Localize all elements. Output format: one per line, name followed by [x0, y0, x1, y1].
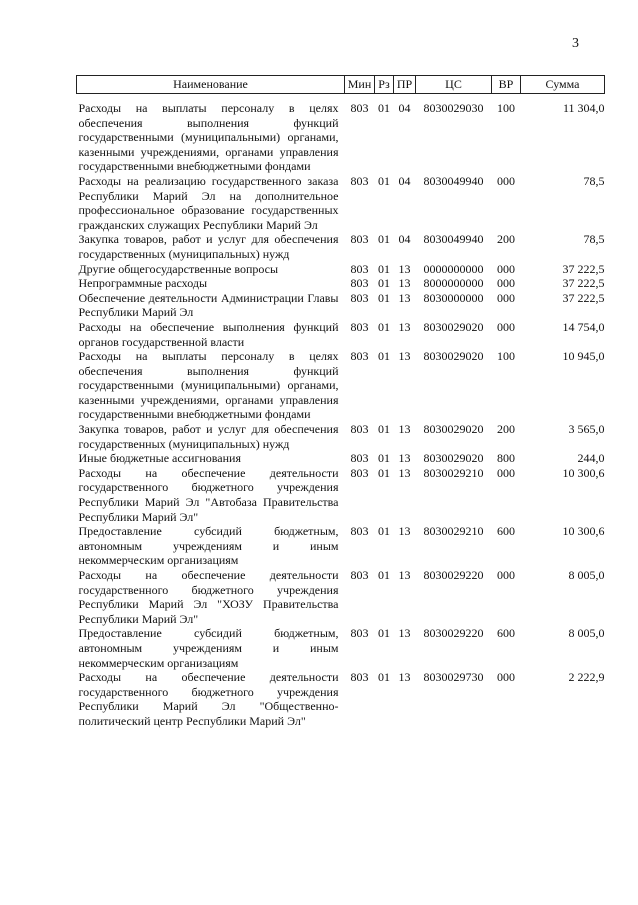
cell-cs: 8030049940	[423, 232, 484, 247]
cell-pr: 04	[398, 232, 411, 247]
cell-cs: 8030029020	[423, 451, 484, 466]
cell-rz: 01	[378, 568, 390, 582]
cell-vr: 000	[497, 319, 515, 334]
cell-rz: 01	[378, 465, 390, 480]
cell-min: 803	[350, 276, 369, 291]
cell-min: 803	[350, 465, 369, 480]
cell-min: 803	[350, 319, 369, 334]
cell-sum: 78,5	[583, 232, 605, 247]
cell-name: Расходы на обеспечение деятельности государственного бюджетного учреждения Республики Марий Эл "ХОЗУ Правительства Республики Марий Эл"	[78, 568, 339, 626]
cell-name: Другие общегосударственные вопросы	[78, 261, 279, 276]
cell-cs: 8030029210	[423, 524, 484, 539]
cell-vr: 600	[497, 626, 515, 641]
cell-rz: 01	[378, 451, 390, 466]
cell-cs: 8000000000	[423, 276, 484, 291]
cell-vr: 200	[497, 232, 515, 247]
cell-name: Расходы на выплаты персоналу в целях обеспечения выполнения функций государственными (муниципальными) органами, казенными учреждениями, органами управления государственными внебюджетными фондами	[78, 101, 339, 174]
cell-sum: 37 222,5	[562, 290, 605, 305]
cell-name: Предоставление субсидий бюджетным, автономным учреждениям и иным некоммерческим организациям	[78, 524, 339, 568]
cell-cs: 8030000000	[423, 290, 484, 305]
cell-cs: 8030029730	[423, 670, 484, 685]
header-cs: ЦС	[416, 76, 492, 94]
table-row	[77, 232, 605, 261]
cell-sum: 37 222,5	[562, 261, 605, 276]
cell-vr: 000	[497, 276, 515, 291]
cell-min: 803	[350, 422, 369, 437]
cell-pr: 04	[398, 101, 411, 115]
cell-rz: 01	[378, 670, 390, 685]
cell-sum: 2 222,9	[568, 670, 605, 685]
cell-name: Расходы на выплаты персоналу в целях обеспечения выполнения функций государственными (муниципальными) органами, казенными учреждениями, органами управления государственными внебюджетными фондами	[78, 349, 339, 422]
cell-name: Обеспечение деятельности Администрации Главы Республики Марий Эл	[78, 290, 339, 320]
cell-min: 803	[350, 290, 369, 305]
page-number: 3	[572, 36, 579, 51]
table-row	[77, 174, 605, 232]
cell-min: 803	[350, 451, 369, 466]
cell-cs: 8030029020	[423, 319, 484, 334]
cell-rz: 01	[378, 319, 390, 334]
cell-vr: 600	[497, 524, 515, 539]
cell-sum: 10 945,0	[562, 349, 605, 364]
cell-min: 803	[350, 101, 369, 115]
cell-pr: 13	[398, 670, 411, 685]
header-vr: ВР	[492, 76, 521, 94]
table-row	[77, 524, 605, 568]
cell-vr: 000	[497, 290, 515, 305]
cell-rz: 01	[378, 173, 390, 188]
table-header-row	[77, 76, 605, 94]
cell-min: 803	[350, 626, 369, 641]
table-row	[77, 94, 605, 174]
cell-vr: 000	[497, 261, 515, 276]
cell-cs: 8030029210	[423, 465, 484, 480]
cell-vr: 200	[497, 422, 515, 437]
table-row	[77, 626, 605, 670]
table-row	[77, 262, 605, 277]
cell-vr: 000	[497, 670, 515, 685]
cell-min: 803	[350, 232, 369, 247]
cell-sum: 14 754,0	[562, 319, 605, 334]
cell-rz: 01	[378, 422, 390, 437]
table-row	[77, 451, 605, 466]
cell-vr: 100	[497, 349, 515, 364]
cell-vr: 000	[497, 173, 515, 188]
cell-name: Расходы на обеспечение деятельности государственного бюджетного учреждения Республики Марий Эл "Автобаза Правительства Республики Марий Эл"	[78, 465, 339, 524]
cell-sum: 3 565,0	[568, 422, 605, 437]
cell-rz: 01	[378, 626, 390, 641]
cell-min: 803	[350, 524, 369, 539]
cell-pr: 13	[398, 261, 411, 276]
cell-sum: 78,5	[583, 173, 605, 188]
cell-pr: 04	[398, 173, 411, 188]
cell-name: Закупка товаров, работ и услуг для обеспечения государственных (муниципальных) нужд	[78, 232, 339, 261]
cell-name: Предоставление субсидий бюджетным, автономным учреждениям и иным некоммерческим организациям	[78, 626, 339, 670]
cell-cs: 8030029020	[423, 422, 484, 437]
cell-name: Расходы на обеспечение выполнения функций органов государственной власти	[78, 319, 339, 349]
header-min: Мин	[345, 76, 375, 94]
cell-vr: 000	[497, 465, 515, 480]
header-name: Наименование	[77, 76, 345, 94]
cell-vr: 100	[497, 101, 515, 115]
cell-min: 803	[350, 568, 369, 582]
cell-pr: 13	[398, 276, 411, 291]
cell-sum: 244,0	[577, 451, 605, 466]
cell-rz: 01	[378, 524, 390, 539]
table-row	[77, 276, 605, 291]
header-rz: Рз	[375, 76, 394, 94]
cell-cs: 8030029020	[423, 349, 484, 364]
table-row	[77, 670, 605, 728]
cell-min: 803	[350, 670, 369, 685]
cell-pr: 13	[398, 626, 411, 641]
cell-pr: 13	[398, 524, 411, 539]
cell-rz: 01	[378, 232, 390, 247]
cell-pr: 13	[398, 290, 411, 305]
cell-sum: 11 304,0	[562, 101, 605, 115]
cell-cs: 8030049940	[423, 173, 484, 188]
header-sum: Сумма	[521, 76, 605, 94]
cell-rz: 01	[378, 261, 390, 276]
cell-sum: 37 222,5	[562, 276, 605, 291]
cell-min: 803	[350, 173, 369, 188]
cell-name: Расходы на обеспечение деятельности государственного бюджетного учреждения Республики Марий Эл "Общественно-политический центр Республики Марий Эл"	[78, 670, 339, 728]
table-row	[77, 568, 605, 626]
budget-table	[76, 75, 605, 729]
cell-cs: 8030029220	[423, 568, 484, 582]
cell-pr: 13	[398, 422, 411, 437]
cell-sum: 8 005,0	[568, 568, 605, 582]
cell-rz: 01	[378, 101, 390, 115]
cell-rz: 01	[378, 290, 390, 305]
cell-vr: 800	[497, 451, 515, 466]
cell-rz: 01	[378, 349, 390, 364]
cell-pr: 13	[398, 319, 411, 334]
table-row	[77, 320, 605, 349]
cell-pr: 13	[398, 465, 411, 480]
cell-sum: 10 300,6	[562, 524, 605, 539]
table-row	[77, 349, 605, 422]
cell-min: 803	[350, 349, 369, 364]
cell-rz: 01	[378, 276, 390, 291]
header-pr: ПР	[394, 76, 416, 94]
cell-name: Расходы на реализацию государственного заказа Республики Марий Эл на дополнительное профессиональное образование государственных гражданских служащих Республики Марий Эл	[78, 173, 339, 232]
cell-sum: 8 005,0	[568, 626, 605, 641]
cell-pr: 13	[398, 451, 411, 466]
cell-cs: 8030029220	[423, 626, 484, 641]
table-row	[77, 291, 605, 320]
cell-name: Иные бюджетные ассигнования	[78, 451, 241, 466]
table-row	[77, 466, 605, 524]
cell-min: 803	[350, 261, 369, 276]
cell-sum: 10 300,6	[562, 465, 605, 480]
cell-pr: 13	[398, 568, 411, 582]
cell-vr: 000	[497, 568, 515, 582]
cell-pr: 13	[398, 349, 411, 364]
cell-name: Закупка товаров, работ и услуг для обеспечения государственных (муниципальных) нужд	[78, 422, 339, 451]
cell-name: Непрограммные расходы	[78, 276, 208, 291]
table-row	[77, 422, 605, 451]
cell-cs: 0000000000	[423, 261, 484, 276]
cell-cs: 8030029030	[423, 101, 484, 115]
